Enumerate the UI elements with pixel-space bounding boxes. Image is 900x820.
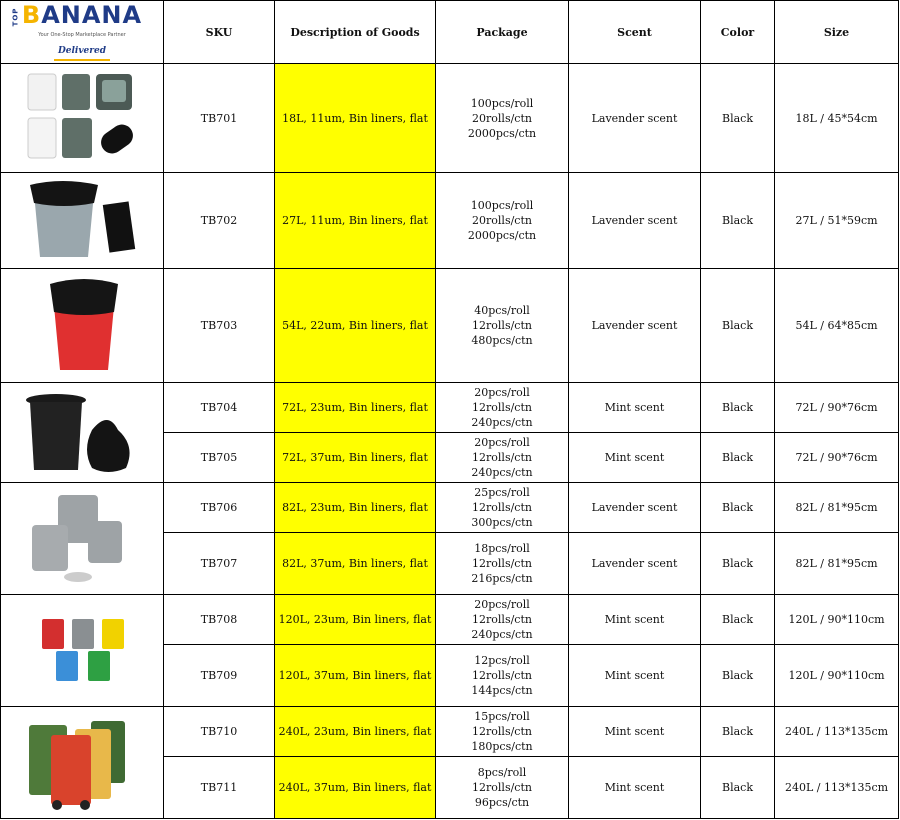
scent-cell: Lavender scent — [569, 483, 701, 533]
table-row — [1, 173, 899, 269]
color-cell: Black — [701, 707, 775, 757]
size-cell: 72L / 90*76cm — [775, 383, 899, 433]
scent-cell: Mint scent — [569, 383, 701, 433]
size-cell: 240L / 113*135cm — [775, 757, 899, 819]
description-cell: 54L, 22um, Bin liners, flat — [275, 269, 436, 383]
color-cell: Black — [701, 533, 775, 595]
grey-bin-with-liner-icon — [1, 173, 164, 269]
sku-cell: TB708 — [164, 595, 275, 645]
description-cell: 82L, 37um, Bin liners, flat — [275, 533, 436, 595]
color-cell: Black — [701, 645, 775, 707]
table-row — [1, 483, 899, 533]
header-package: Package — [436, 1, 569, 64]
scent-cell: Lavender scent — [569, 533, 701, 595]
header-sku: SKU — [164, 1, 275, 64]
logo-brand: ANANA — [41, 1, 143, 29]
table-row — [1, 707, 899, 757]
size-cell: 120L / 90*110cm — [775, 645, 899, 707]
scent-cell: Mint scent — [569, 757, 701, 819]
sku-cell: TB705 — [164, 433, 275, 483]
description-cell: 72L, 37um, Bin liners, flat — [275, 433, 436, 483]
package-cell: 20pcs/roll 12rolls/ctn 240pcs/ctn — [436, 433, 569, 483]
size-cell: 18L / 45*54cm — [775, 64, 899, 173]
sku-cell: TB702 — [164, 173, 275, 269]
sku-cell: TB707 — [164, 533, 275, 595]
sku-cell: TB711 — [164, 757, 275, 819]
header-size: Size — [775, 1, 899, 64]
scent-cell: Mint scent — [569, 645, 701, 707]
description-cell: 120L, 23um, Bin liners, flat — [275, 595, 436, 645]
description-cell: 120L, 37um, Bin liners, flat — [275, 645, 436, 707]
color-cell: Black — [701, 595, 775, 645]
package-cell: 100pcs/roll 20rolls/ctn 2000pcs/ctn — [436, 173, 569, 269]
sku-cell: TB710 — [164, 707, 275, 757]
grey-round-containers-icon — [1, 483, 164, 595]
logo-script: Delivered — [54, 44, 110, 61]
black-bin-and-bag-icon — [1, 383, 164, 483]
sku-cell: TB703 — [164, 269, 275, 383]
sku-cell: TB709 — [164, 645, 275, 707]
table-row — [1, 595, 899, 645]
red-bin-with-liner-icon — [1, 269, 164, 383]
size-cell: 82L / 81*95cm — [775, 483, 899, 533]
size-cell: 240L / 113*135cm — [775, 707, 899, 757]
package-cell: 100pcs/roll 20rolls/ctn 2000pcs/ctn — [436, 64, 569, 173]
size-cell: 72L / 90*76cm — [775, 433, 899, 483]
package-cell: 18pcs/roll 12rolls/ctn 216pcs/ctn — [436, 533, 569, 595]
scent-cell: Lavender scent — [569, 269, 701, 383]
package-cell: 8pcs/roll 12rolls/ctn 96pcs/ctn — [436, 757, 569, 819]
header-scent: Scent — [569, 1, 701, 64]
logo — [1, 1, 164, 64]
size-cell: 54L / 64*85cm — [775, 269, 899, 383]
size-cell: 27L / 51*59cm — [775, 173, 899, 269]
scent-cell: Lavender scent — [569, 64, 701, 173]
color-cell: Black — [701, 173, 775, 269]
package-cell: 40pcs/roll 12rolls/ctn 480pcs/ctn — [436, 269, 569, 383]
header-description: Description of Goods — [275, 1, 436, 64]
size-cell: 82L / 81*95cm — [775, 533, 899, 595]
sku-cell: TB706 — [164, 483, 275, 533]
color-cell: Black — [701, 757, 775, 819]
description-cell: 240L, 23um, Bin liners, flat — [275, 707, 436, 757]
colored-wheelie-bins-icon — [1, 595, 164, 707]
package-cell: 12pcs/roll 12rolls/ctn 144pcs/ctn — [436, 645, 569, 707]
package-cell: 25pcs/roll 12rolls/ctn 300pcs/ctn — [436, 483, 569, 533]
scent-cell: Mint scent — [569, 707, 701, 757]
description-cell: 18L, 11um, Bin liners, flat — [275, 64, 436, 173]
description-cell: 82L, 23um, Bin liners, flat — [275, 483, 436, 533]
scent-cell: Mint scent — [569, 433, 701, 483]
header-row — [1, 1, 899, 64]
color-cell: Black — [701, 433, 775, 483]
package-cell: 20pcs/roll 12rolls/ctn 240pcs/ctn — [436, 383, 569, 433]
description-cell: 72L, 23um, Bin liners, flat — [275, 383, 436, 433]
description-cell: 240L, 37um, Bin liners, flat — [275, 757, 436, 819]
description-cell: 27L, 11um, Bin liners, flat — [275, 173, 436, 269]
large-wheelie-bins-icon — [1, 707, 164, 819]
color-cell: Black — [701, 483, 775, 533]
color-cell: Black — [701, 269, 775, 383]
table-row — [1, 269, 899, 383]
table-row — [1, 64, 899, 173]
sku-cell: TB701 — [164, 64, 275, 173]
logo-b: B — [21, 1, 42, 29]
logo-top-text: TOP — [11, 7, 20, 27]
logo-tagline: Your One-Stop Marketplace Partner — [38, 32, 126, 38]
package-cell: 15pcs/roll 12rolls/ctn 180pcs/ctn — [436, 707, 569, 757]
color-cell: Black — [701, 383, 775, 433]
scent-cell: Lavender scent — [569, 173, 701, 269]
package-cell: 20pcs/roll 12rolls/ctn 240pcs/ctn — [436, 595, 569, 645]
header-color: Color — [701, 1, 775, 64]
small-pedal-bins-icon — [1, 64, 164, 173]
sku-cell: TB704 — [164, 383, 275, 433]
size-cell: 120L / 90*110cm — [775, 595, 899, 645]
scent-cell: Mint scent — [569, 595, 701, 645]
color-cell: Black — [701, 64, 775, 173]
table-row — [1, 383, 899, 433]
